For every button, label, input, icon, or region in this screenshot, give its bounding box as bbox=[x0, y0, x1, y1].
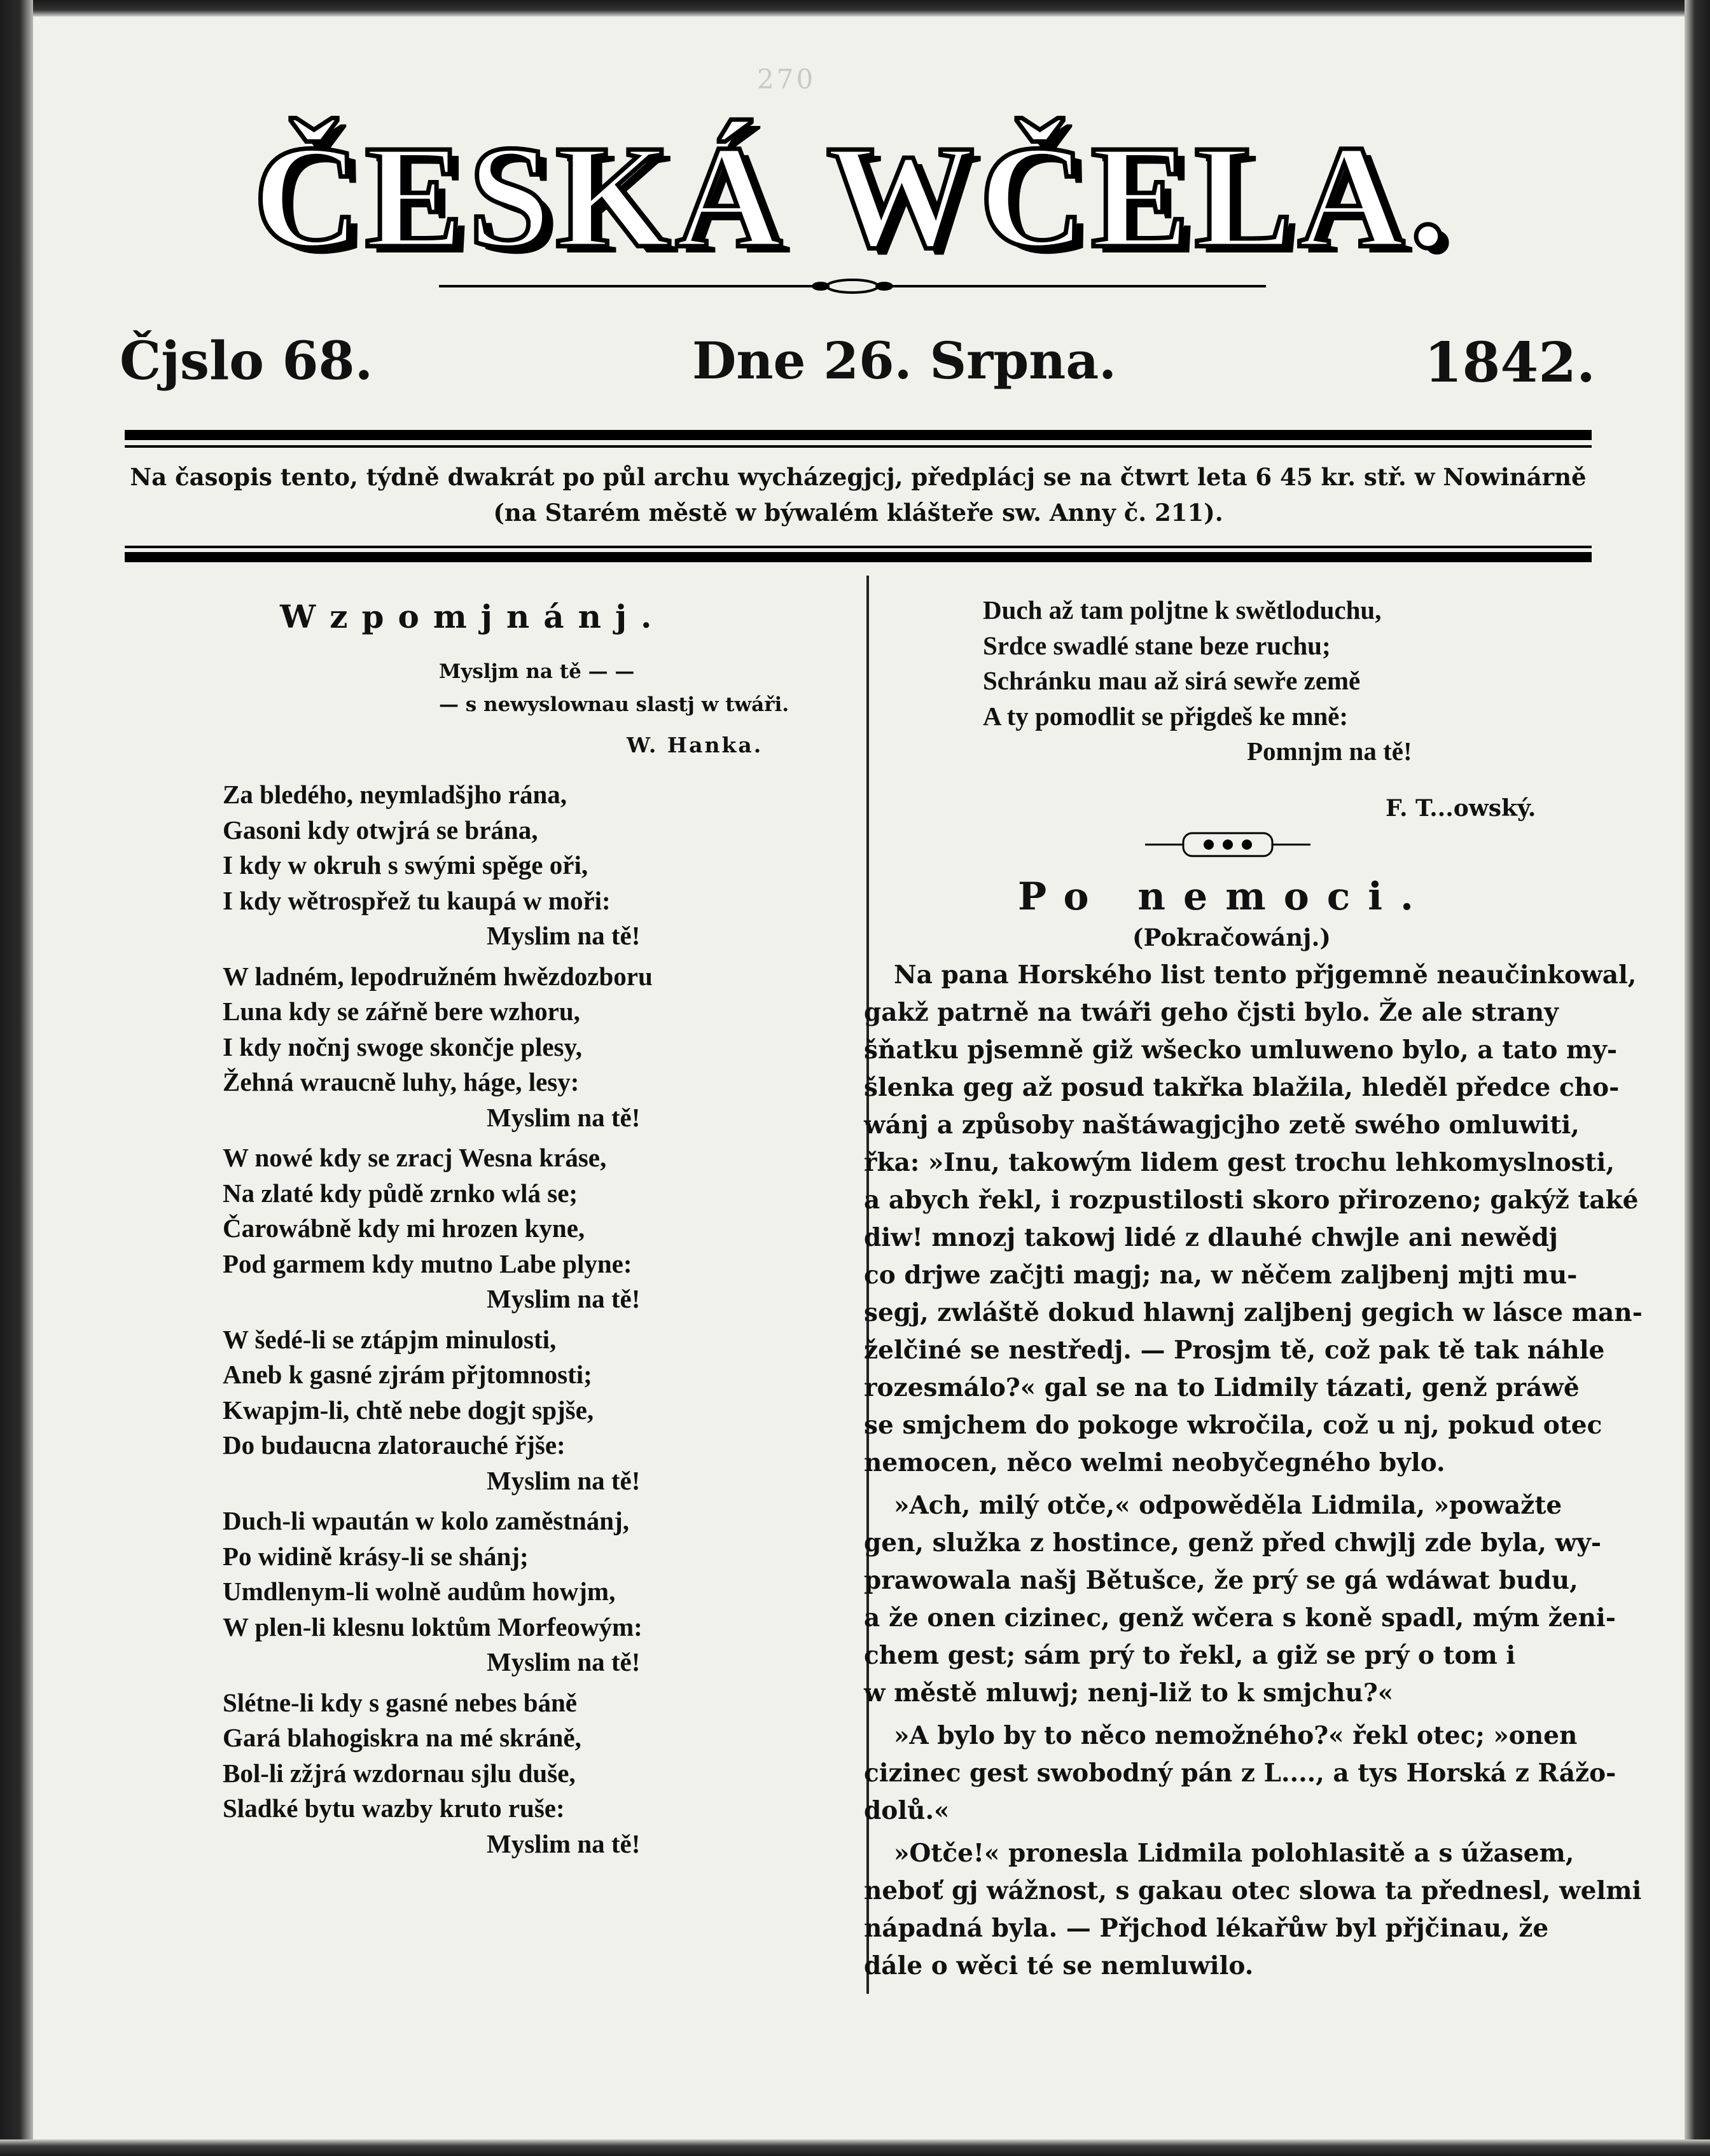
poem-stanza-2-line-2: Luna kdy se zářně bere wzhoru, bbox=[223, 997, 580, 1026]
issue-date: Dne 26. Srpna. bbox=[692, 331, 1117, 390]
rule-top-thick bbox=[125, 430, 1592, 440]
poem-epigraph-line-2: — s newyslownau slastj w twáři. bbox=[439, 693, 789, 716]
prose-line: gen, služka z hostince, genž před chwjlj zde byla, wy- bbox=[864, 1528, 1602, 1558]
poem-stanza-4-line-4: Do budaucna zlatorauché řjše: bbox=[223, 1430, 566, 1460]
prose-line: neboť gj wážnost, s gakau otec slowa ta přednesl, welmi bbox=[864, 1876, 1642, 1905]
poem-stanza-5-line-3: Umdlenym-li wolně audům howjm, bbox=[223, 1577, 616, 1606]
poem-stanza-3-line-3: Čarowábně kdy mi hrozen kyne, bbox=[223, 1213, 585, 1243]
poem-stanza-7-refrain: Pomnjm na tě! bbox=[1247, 736, 1412, 766]
poem-stanza-1-line-2: Gasoni kdy otwjrá se brána, bbox=[223, 815, 538, 845]
prose-line: w městě mluwj; nenj-liž to k smjchu?« bbox=[864, 1678, 1394, 1708]
prose-line: prawowala našj Bětušce, že prý se gá wdáwat budu, bbox=[864, 1566, 1578, 1595]
page-number: 270 bbox=[757, 64, 816, 95]
poem-signature: F. T...owský. bbox=[1386, 795, 1536, 822]
poem-stanza-3-line-1: W nowé kdy se zracj Wesna kráse, bbox=[223, 1143, 607, 1172]
poem-stanza-4-line-1: W šedé-li se ztápjm minulosti, bbox=[223, 1324, 557, 1354]
poem-stanza-3-refrain: Myslim na tě! bbox=[487, 1284, 641, 1313]
issue-header bbox=[120, 331, 1595, 401]
poem-stanza-1-refrain: Myslim na tě! bbox=[487, 921, 641, 950]
prose-line: segj, zwláště dokud hlawnj zaljbenj gegich w lásce man- bbox=[864, 1298, 1643, 1327]
poem-stanza-7-line-2: Srdce swadlé stane beze ruchu; bbox=[983, 630, 1331, 660]
prose-line: Na pana Horského list tento přjgemně neaučinkowal, bbox=[894, 960, 1637, 990]
prose-line: nápadná byla. — Přjchod lékařůw byl přjčinau, že bbox=[864, 1914, 1549, 1943]
scan-edge-top bbox=[0, 0, 1710, 17]
prose-line: a abych řekl, i rozpustilosti skoro přirozeno; gakýž také bbox=[864, 1185, 1639, 1215]
poem-stanza-6-refrain: Myslim na tě! bbox=[487, 1828, 641, 1858]
prose-line: dolů.« bbox=[864, 1796, 950, 1825]
poem-stanza-6-line-2: Gará blahogiskra na mé skráně, bbox=[223, 1723, 581, 1752]
rule-bottom-thick bbox=[125, 552, 1592, 562]
poem-stanza-6-line-3: Bol-li zžjrá wzdornau sjlu duše, bbox=[223, 1758, 576, 1788]
prose-line: dále o wěci té se nemluwilo. bbox=[864, 1951, 1254, 1980]
prose-line: želčiné se nestředj. — Prosjm tě, což pak tě tak náhle bbox=[864, 1336, 1605, 1365]
prose-line: diw! mnozj takowj lidé z dlauhé chwjle ani newědj bbox=[864, 1223, 1558, 1252]
prose-subtitle: (Pokračowánj.) bbox=[1132, 923, 1331, 951]
prose-line: se smjchem do pokoge wkročila, což u nj, pokud otec bbox=[864, 1411, 1602, 1440]
prose-line: co drjwe začjti magj; na, w něčem zaljbenj mjti mu- bbox=[864, 1261, 1578, 1290]
poem-stanza-7-line-1: Duch až tam poljtne k swětloduchu, bbox=[983, 595, 1382, 625]
prose-line: »Ach, milý otče,« odpowěděla Lidmila, »powažte bbox=[894, 1491, 1562, 1520]
poem-stanza-1-line-4: I kdy wětrospřež tu kaupá w moři: bbox=[223, 885, 611, 915]
prose-line: rozesmálo?« gal se na to Lidmily tázati, genž práwě bbox=[864, 1373, 1580, 1402]
prose-line: chem gest; sám prý to řekl, a giž se prý o tom i bbox=[864, 1641, 1516, 1670]
section-ornament-icon bbox=[1145, 827, 1310, 862]
issue-year: 1842. bbox=[1424, 331, 1595, 395]
poem-stanza-2-line-3: I kdy nočnj swoge skončje plesy, bbox=[223, 1032, 582, 1061]
poem-stanza-5-line-2: Po widině krásy-li se shánj; bbox=[223, 1541, 529, 1571]
prose-line: wánj a způsoby naštáwagjcjho zetě swého omluwiti, bbox=[864, 1110, 1580, 1140]
poem-stanza-6-line-1: Slétne-li kdy s gasné nebes báně bbox=[223, 1687, 578, 1717]
rule-bottom-thin bbox=[125, 546, 1592, 548]
poem-stanza-7-line-4: A ty pomodlit se přigdeš ke mně: bbox=[983, 701, 1348, 731]
prose-line: šlenka geg až posud takřka blažila, hleděl předce cho- bbox=[864, 1073, 1620, 1102]
notice-line-1: Na časopis tento, týdně dwakrát po půl archu wycházegjcj, předplácj se na čtwrt leta 6 45 kr. stř. w Nowinárně bbox=[130, 463, 1587, 491]
poem-stanza-7-line-3: Schránku mau až sirá sewře země bbox=[983, 666, 1361, 695]
poem-stanza-4-line-3: Kwapjm-li, chtě nebe dogjt spjše, bbox=[223, 1395, 594, 1425]
notice-line-2: (na Starém městě w býwalém klášteře sw. Anny č. 211). bbox=[493, 499, 1223, 527]
scan-edge-right bbox=[1685, 0, 1710, 2156]
prose-title: Po nemoci. bbox=[1018, 874, 1431, 919]
poem-stanza-4-refrain: Myslim na tě! bbox=[487, 1465, 641, 1495]
prose-line: gakž patrně na twáři geho čjsti bylo. Že ale strany bbox=[864, 998, 1559, 1027]
poem-stanza-2-refrain: Myslim na tě! bbox=[487, 1102, 641, 1132]
prose-line: »A bylo by to něco nemožného?« řekl otec; »onen bbox=[894, 1721, 1578, 1750]
poem-stanza-5-refrain: Myslim na tě! bbox=[487, 1647, 641, 1676]
poem-stanza-5-line-4: W plen-li klesnu loktům Morfeowým: bbox=[223, 1612, 643, 1641]
poem-stanza-3-line-2: Na zlaté kdy půdě zrnko wlá se; bbox=[223, 1178, 578, 1208]
poem-stanza-2-line-4: Žehná wraucně luhy, háge, lesy: bbox=[223, 1067, 580, 1096]
poem-epigraph-line-1: Mysljm na tě — — bbox=[439, 660, 635, 683]
prose-line: řka: »Inu, takowým lidem gest trochu lehkomyslnosti, bbox=[864, 1148, 1615, 1177]
issue-number: Čjslo 68. bbox=[120, 331, 373, 392]
masthead-title: ČESKÁ WČELA. bbox=[253, 115, 1452, 279]
poem-stanza-1-line-3: I kdy w okruh s swými spěge oři, bbox=[223, 850, 588, 880]
prose-line: cizinec gest swobodný pán z L...., a tys Horská z Rážo- bbox=[864, 1759, 1616, 1788]
prose-line: nemocen, něco welmi neobyčegného bylo. bbox=[864, 1448, 1445, 1477]
prose-line: a že onen cizinec, genž wčera s koně spadl, mým ženi- bbox=[864, 1603, 1616, 1633]
poem-stanza-6-line-4: Sladké bytu wazby kruto ruše: bbox=[223, 1793, 565, 1823]
poem-epigraph-author: W. Hanka. bbox=[627, 733, 763, 757]
subscription-notice bbox=[125, 459, 1592, 530]
poem-title: Wzpomjnánj. bbox=[280, 598, 666, 635]
poem-stanza-3-line-4: Pod garmem kdy mutno Labe plyne: bbox=[223, 1248, 632, 1278]
scan-edge-left bbox=[0, 0, 33, 2156]
masthead-ornament-icon bbox=[439, 279, 1266, 294]
poem-stanza-1-line-1: Za bledého, neymladšjho rána, bbox=[223, 780, 567, 809]
rule-top-thin bbox=[125, 445, 1592, 448]
poem-stanza-5-line-1: Duch-li wpaután w kolo zaměstnánj, bbox=[223, 1506, 629, 1535]
poem-stanza-4-line-2: Aneb k gasné zjrám přjtomnosti; bbox=[223, 1360, 592, 1389]
poem-stanza-2-line-1: W ladném, lepodružném hwězdozboru bbox=[223, 961, 653, 991]
prose-line: šňatku pjsemně giž wšecko umluweno bylo, a tato my- bbox=[864, 1035, 1618, 1065]
prose-line: »Otče!« pronesla Lidmila polohlasitě a s úžasem, bbox=[894, 1839, 1574, 1868]
scan-edge-bottom bbox=[0, 2139, 1710, 2156]
